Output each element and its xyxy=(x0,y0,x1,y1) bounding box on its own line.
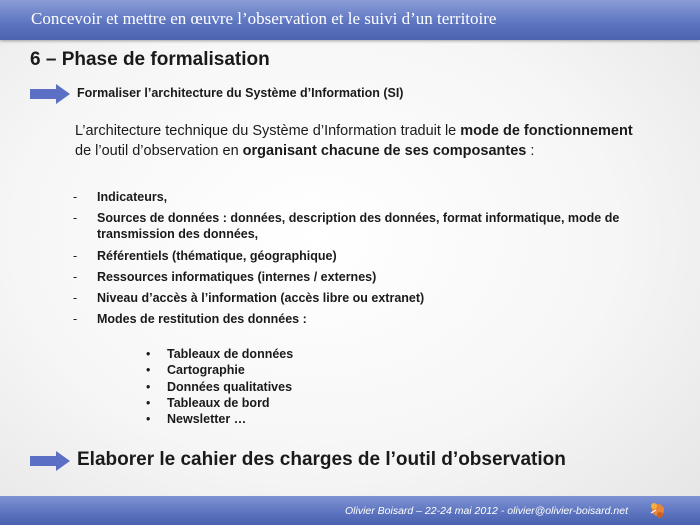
final-statement: Elaborer le cahier des charges de l’outil d’observation xyxy=(77,449,566,470)
slide-title: 6 – Phase de formalisation xyxy=(30,49,270,70)
presentation-title: Concevoir et mettre en œuvre l’observation et le suivi d’un territoire xyxy=(31,9,497,28)
dash-marker: - xyxy=(73,249,78,263)
header-bar xyxy=(0,0,700,40)
dash-marker: - xyxy=(73,312,78,326)
list-item: • Newsletter … xyxy=(146,412,247,427)
intro-paragraph: L’architecture technique du Système d’Information traduit le mode de fonctionnement de l’outil d’observation en organisant chacune de ses composantes : xyxy=(75,123,633,159)
arrow-right-icon xyxy=(30,84,70,104)
dash-marker: - xyxy=(73,211,78,225)
bullet-marker: • xyxy=(146,379,151,394)
list-item: • Cartographie xyxy=(146,363,245,378)
list-item: - Modes de restitution des données : xyxy=(73,312,307,326)
logo-icon xyxy=(648,499,666,521)
bullet-marker: • xyxy=(146,347,151,361)
list-item: - Sources de données : données, description des données, format informatique, mode de transmission des données, xyxy=(73,211,620,241)
slide-subtitle: Formaliser l’architecture du Système d’Information (SI) xyxy=(77,86,404,100)
dash-marker: - xyxy=(73,291,78,305)
footer-text: Olivier Boisard – 22-24 mai 2012 - olivier@olivier-boisard.net xyxy=(344,505,628,517)
bullet-marker: • xyxy=(146,363,151,378)
list-item: • Tableaux de bord xyxy=(146,395,270,410)
arrow-right-icon xyxy=(30,451,70,471)
list-item: • Tableaux de données xyxy=(146,347,294,361)
component-list xyxy=(73,189,657,327)
dash-marker: - xyxy=(73,270,78,284)
bullet-marker: • xyxy=(146,412,151,427)
list-item: - Niveau d’accès à l’information (accès libre ou extranet) xyxy=(73,291,425,305)
list-item: - Ressources informatiques (internes / externes) xyxy=(73,270,377,284)
list-item: - Référentiels (thématique, géographique) xyxy=(73,249,337,263)
list-item: - Indicateurs, xyxy=(73,190,168,204)
list-item: • Données qualitatives xyxy=(146,379,293,394)
bullet-marker: • xyxy=(146,395,151,410)
restitution-list xyxy=(146,346,293,427)
dash-marker: - xyxy=(73,190,78,204)
footer-bar xyxy=(0,496,700,525)
